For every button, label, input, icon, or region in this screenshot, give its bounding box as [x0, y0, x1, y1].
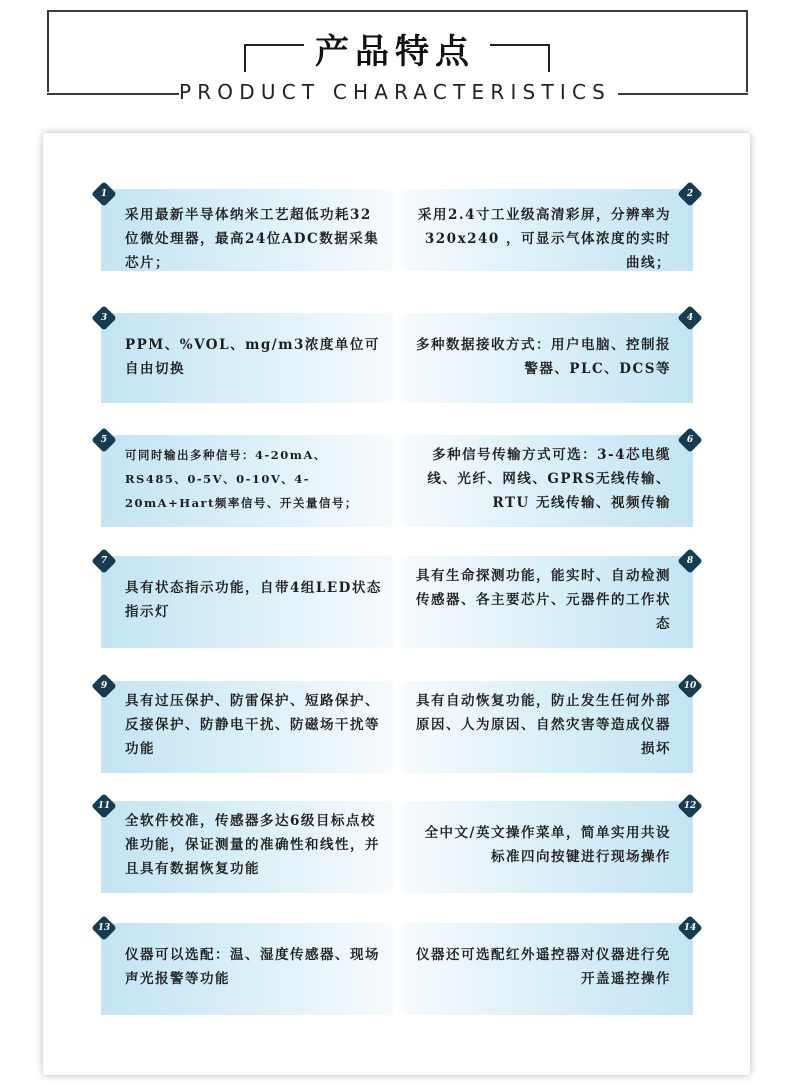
feature-text: 具有状态指示功能，自带4组LED状态指示灯 [125, 580, 382, 620]
number-badge: 11 [91, 793, 116, 818]
features-panel [43, 133, 750, 1075]
number-badge: 1 [91, 181, 116, 206]
number-badge: 10 [677, 673, 702, 698]
feature-card-8 [401, 556, 693, 648]
feature-text: 仪器还可选配红外遥控器对仪器进行免开盖遥控操作 [416, 947, 671, 987]
feature-text: 全软件校准，传感器多达6级目标点校准功能，保证测量的准确性和线性，并且具有数据恢复功能 [125, 813, 380, 877]
number-badge: 9 [91, 673, 116, 698]
feature-card-13 [97, 923, 393, 1015]
feature-card-14 [401, 923, 697, 1015]
feature-text: 仪器可以选配：温、湿度传感器、现场声光报警等功能 [125, 947, 380, 987]
feature-card-10 [401, 681, 697, 773]
feature-card-9 [101, 681, 393, 773]
number-badge: 4 [677, 305, 702, 330]
feature-text: 全中文/英文操作菜单，简单实用共设标准四向按键进行现场操作 [424, 825, 671, 865]
feature-card-4 [401, 313, 693, 403]
feature-text: 可同时输出多种信号：4-20mA、RS485、0-5V、0-10V、4-20mA+Hart频率信号、开关量信号； [125, 448, 358, 510]
feature-text: 采用2.4寸工业级高清彩屏，分辨率为320x240 ，可显示气体浓度的实时曲线； [418, 207, 671, 271]
feature-card-3 [101, 313, 393, 403]
feature-card-1 [101, 189, 393, 271]
number-badge: 7 [91, 548, 116, 573]
page-title: 产品特点 [315, 32, 475, 72]
feature-card-12 [401, 801, 697, 893]
feature-card-11 [97, 801, 393, 893]
feature-card-5 [101, 435, 393, 527]
number-badge: 14 [677, 915, 702, 940]
number-badge: 6 [677, 427, 702, 452]
number-badge: 8 [677, 548, 702, 573]
feature-card-2 [401, 189, 693, 271]
feature-text: 具有自动恢复功能，防止发生任何外部原因、人为原因、自然灾害等造成仪器损坏 [416, 693, 671, 757]
number-badge: 5 [91, 427, 116, 452]
feature-text: 具有过压保护、防雷保护、短路保护、反接保护、防静电干扰、防磁场干扰等功能 [125, 693, 380, 757]
feature-text: 采用最新半导体纳米工艺超低功耗32位微处理器，最高24位ADC数据采集芯片； [125, 207, 380, 271]
number-badge: 3 [91, 305, 116, 330]
feature-text: PPM、%VOL、mg/m3浓度单位可自由切换 [125, 337, 380, 377]
page-subtitle: PRODUCT CHARACTERISTICS [178, 80, 612, 104]
feature-text: 具有生命探测功能，能实时、自动检测传感器、各主要芯片、元器件的工作状态 [416, 568, 671, 632]
feature-card-6 [401, 435, 693, 527]
number-badge: 2 [677, 181, 702, 206]
number-badge: 12 [677, 793, 702, 818]
feature-card-7 [101, 556, 393, 648]
feature-text: 多种数据接收方式：用户电脑、控制报警器、PLC、DCS等 [416, 337, 671, 377]
number-badge: 13 [91, 915, 116, 940]
feature-text: 多种信号传输方式可选：3-4芯电缆线、光纤、网线、GPRS无线传输、RTU 无线传输、视频传输 [427, 447, 671, 511]
